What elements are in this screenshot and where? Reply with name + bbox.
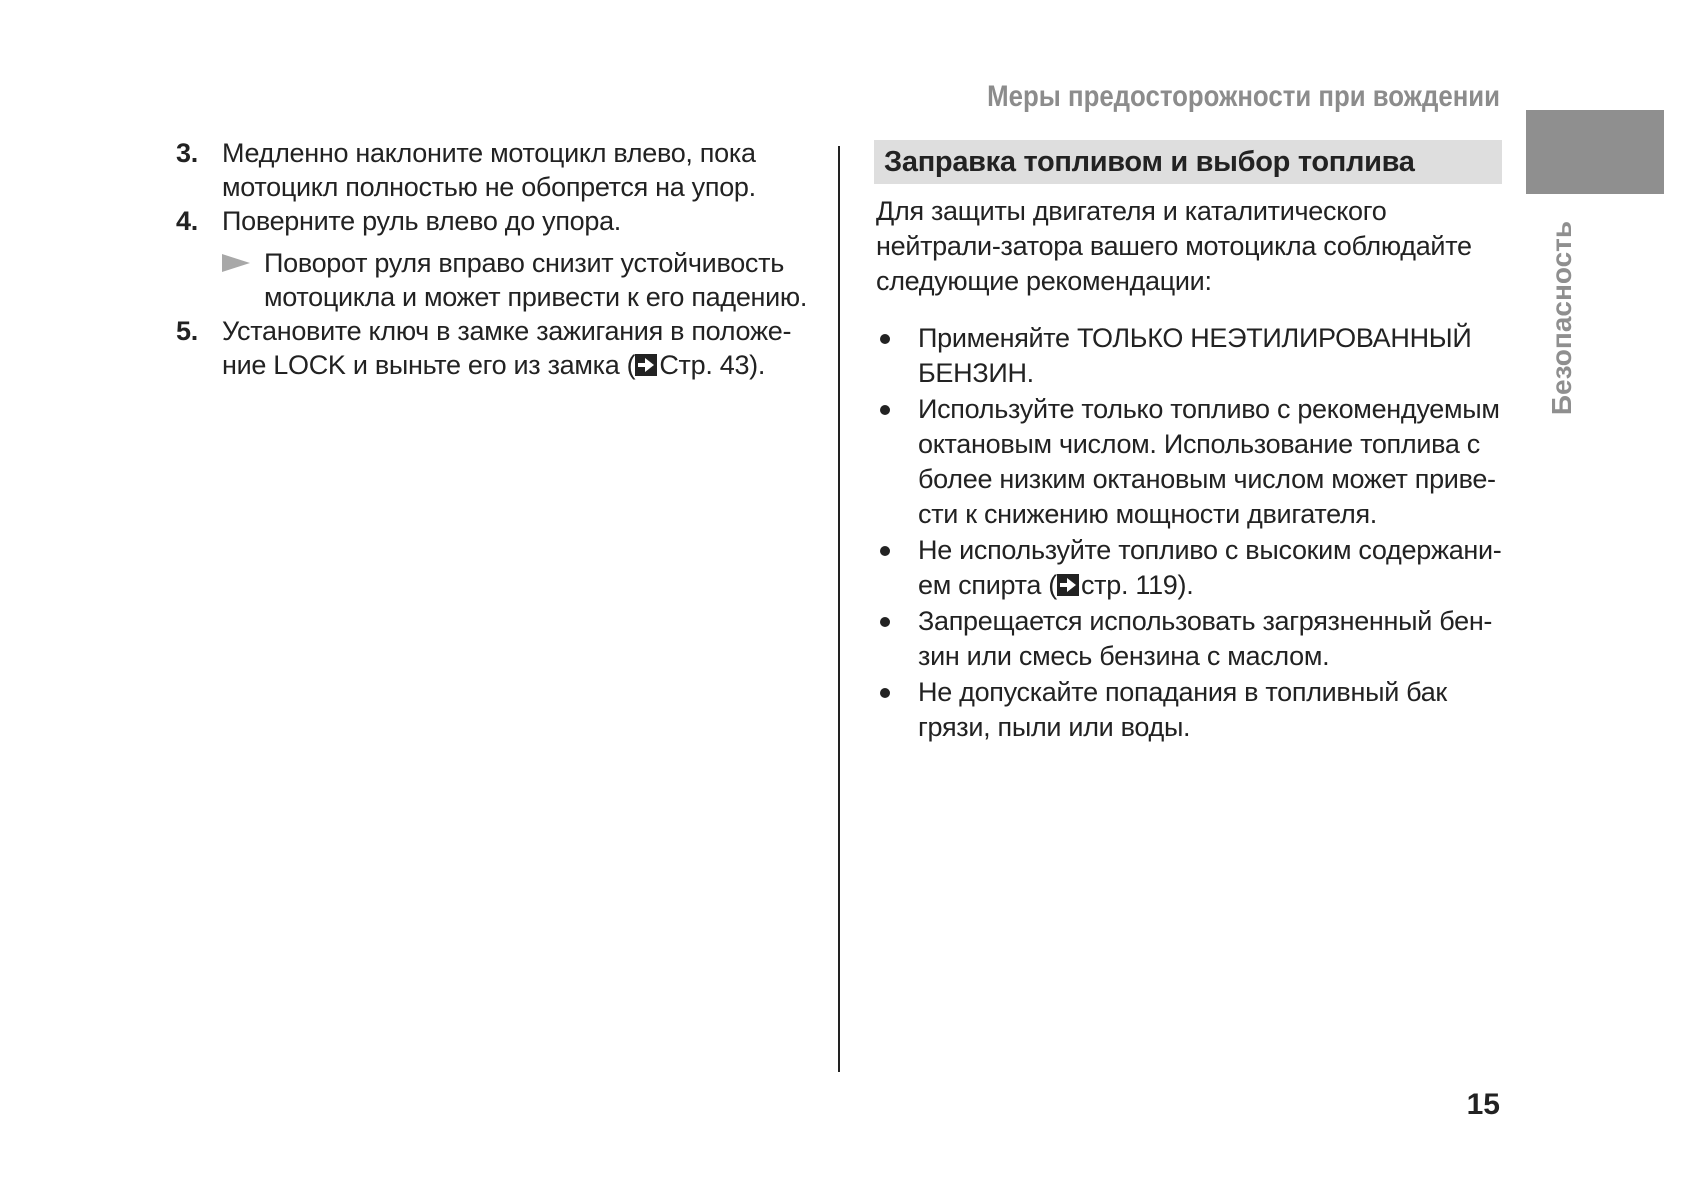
list-item — [876, 392, 1502, 532]
step-text: Медленно наклоните мотоцикл влево, пока мотоцикл полностью не обопрется на упор. — [222, 138, 756, 202]
step-text: Установите ключ в замке зажигания в положе-ние LOCK и выньте его из замка ( — [222, 316, 792, 380]
section-tab — [1526, 110, 1664, 194]
page-header-title: Меры предосторожности при вождении — [987, 80, 1500, 113]
page-reference: Стр. 43 — [659, 350, 750, 380]
intro-paragraph: Для защиты двигателя и каталитического нейтрали-затора вашего мотоцикла соблюдайте следующие рекомендации: — [876, 196, 1472, 296]
bullet-icon — [880, 405, 890, 415]
step-text-end: ). — [749, 350, 766, 380]
page-reference: стр. 119 — [1080, 570, 1178, 600]
note-arrow-icon — [222, 254, 250, 272]
bullet-icon — [880, 546, 890, 556]
page-reference-icon — [635, 354, 657, 376]
note-text: Поворот руля вправо снизит устойчивость мотоцикла и может привести к его падению. — [264, 248, 808, 312]
step-4 — [176, 204, 816, 238]
list-item-text: Применяйте ТОЛЬКО НЕЭТИЛИРОВАННЫЙ БЕНЗИН. — [918, 323, 1472, 388]
bullet-icon — [880, 334, 890, 344]
list-item-text: Не используйте топливо с высоким содержани-ем спирта ( — [918, 535, 1502, 600]
bullet-icon — [880, 617, 890, 627]
list-item — [876, 604, 1502, 674]
step-text: Поверните руль влево до упора. — [222, 206, 622, 236]
step-5 — [176, 314, 816, 382]
step-number: 5. — [176, 316, 198, 346]
list-item — [876, 321, 1502, 391]
list-item-text: Запрещается использовать загрязненный бен-зин или смесь бензина с маслом. — [918, 606, 1493, 671]
page-number: 15 — [1466, 1088, 1500, 1121]
list-item-text: Используйте только топливо с рекомендуемым октановым числом. Использование топлива с более низким октановым числом может приве-сти к снижению мощности двигателя. — [918, 394, 1500, 529]
fuel-recommendations-list — [876, 321, 1502, 745]
step-number: 3. — [176, 138, 198, 168]
bullet-icon — [880, 688, 890, 698]
page-reference-icon — [1057, 574, 1079, 596]
step-number: 4. — [176, 206, 198, 236]
list-item — [876, 533, 1502, 603]
list-item-text-end: ). — [1177, 570, 1194, 600]
list-item — [876, 675, 1502, 745]
step-3 — [176, 136, 816, 204]
right-column — [876, 140, 1502, 746]
caution-note — [176, 246, 816, 314]
column-divider — [838, 146, 840, 1072]
list-item-text: Не допускайте попадания в топливный бак грязи, пыли или воды. — [918, 677, 1447, 742]
section-title: Заправка топливом и выбор топлива — [874, 140, 1502, 184]
section-tab-label: Безопасность — [1546, 220, 1577, 416]
left-column — [176, 136, 816, 382]
